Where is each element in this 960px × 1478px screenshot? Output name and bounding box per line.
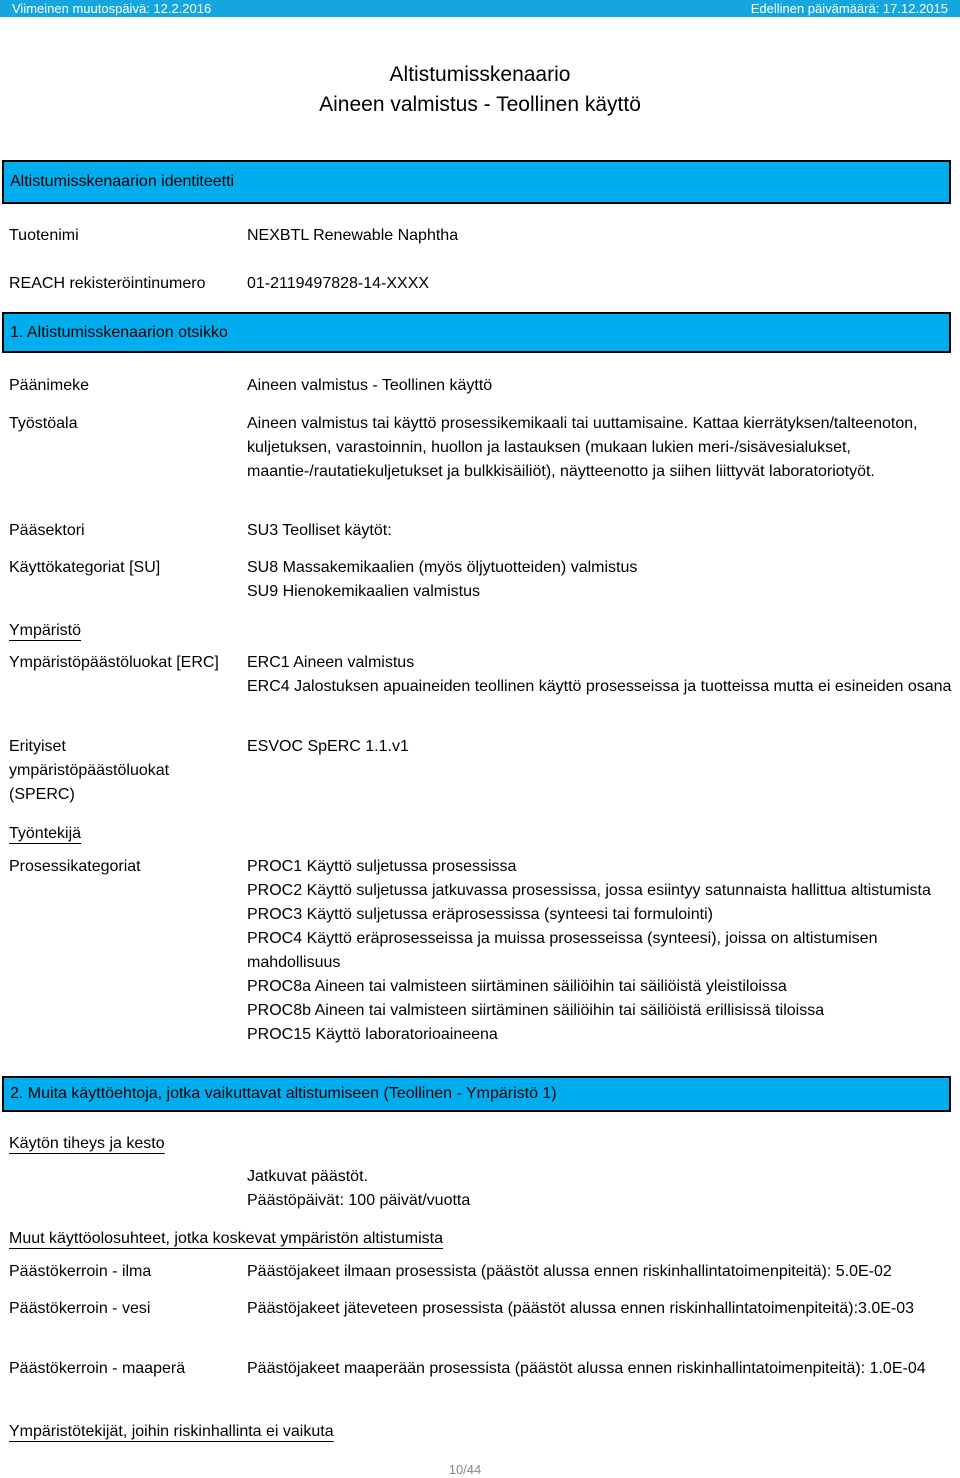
list-item: ERC4 Jalostuksen apuaineiden teollinen käyttö prosesseissa ja tuotteissa mutta ei esineiden osana	[247, 678, 952, 695]
sperc-label-line: ympäristöpäästöluokat	[9, 762, 170, 779]
sperc-label	[9, 735, 169, 807]
use-categories-list	[247, 556, 953, 604]
section1-heading: 1. Altistumisskenaarion otsikko	[10, 324, 228, 341]
use-categories-label: Käyttökategoriat [SU]	[9, 559, 161, 576]
main-title-label: Päänimeke	[9, 377, 90, 394]
section2-heading: 2. Muita käyttöehtoja, jotka vaikuttavat altistumiseen (Teollinen - Ympäristö 1)	[10, 1085, 557, 1102]
main-sector-value: SU3 Teolliset käytöt:	[247, 522, 392, 539]
list-item: PROC8a Aineen tai valmisteen siirtäminen säiliöihin tai säiliöistä yleistiloissa	[247, 978, 787, 995]
reach-number-label: REACH rekisteröintinumero	[9, 275, 206, 292]
erc-label: Ympäristöpäästöluokat [ERC]	[9, 654, 219, 671]
list-item: PROC2 Käyttö suljetussa jatkuvassa prosessissa, jossa esiintyy satunnaista hallittua altistumista	[247, 882, 931, 899]
section1-heading-bar	[2, 312, 951, 353]
list-item: Päästöpäivät: 100 päivät/vuotta	[247, 1192, 471, 1209]
release-factor-water-label: Päästökerroin - vesi	[9, 1300, 151, 1317]
release-factor-soil-label: Päästökerroin - maaperä	[9, 1360, 186, 1377]
list-item: PROC8b Aineen tai valmisteen siirtäminen säiliöihin tai säiliöistä erillisissä tiloissa	[247, 1002, 825, 1019]
work-area-label: Työstöala	[9, 415, 78, 432]
list-item: PROC1 Käyttö suljetussa prosessissa	[247, 858, 517, 875]
list-item: Jatkuvat päästöt.	[247, 1168, 368, 1185]
page-header-bar	[0, 0, 960, 17]
environment-heading: Ympäristö	[9, 622, 82, 639]
erc-list	[247, 651, 953, 699]
reach-number-value: 01-2119497828-14-XXXX	[247, 275, 430, 292]
main-title-value: Aineen valmistus - Teollinen käyttö	[247, 377, 493, 394]
list-item: SU9 Hienokemikaalien valmistus	[247, 583, 480, 600]
release-factor-water-value: Päästöjakeet jäteveteen prosessista (päästöt alussa ennen riskinhallintatoimenpiteitä):3.0E-03	[247, 1300, 915, 1317]
list-item: ERC1 Aineen valmistus	[247, 654, 415, 671]
section2-heading-bar	[2, 1076, 951, 1112]
identity-heading: Altistumisskenaarion identiteetti	[10, 173, 235, 190]
frequency-heading: Käytön tiheys ja kesto	[9, 1135, 165, 1152]
worker-heading: Työntekijä	[9, 825, 82, 842]
sperc-value: ESVOC SpERC 1.1.v1	[247, 738, 409, 755]
sperc-label-line: Erityiset	[9, 738, 66, 755]
product-name-value: NEXBTL Renewable Naphtha	[247, 227, 459, 244]
release-factor-air-label: Päästökerroin - ilma	[9, 1263, 152, 1280]
process-categories-list	[247, 855, 953, 1047]
list-item: SU8 Massakemikaalien (myös öljytuotteiden) valmistus	[247, 559, 638, 576]
unaffected-factors-heading: Ympäristötekijät, joihin riskinhallinta ei vaikuta	[9, 1423, 334, 1440]
list-item: PROC3 Käyttö suljetussa eräprosessissa (synteesi tai formulointi)	[247, 906, 713, 923]
page-number: 10/44	[448, 1462, 482, 1477]
title-line-1: Altistumisskenaario	[389, 63, 571, 86]
list-item: PROC4 Käyttö eräprosesseissa ja muissa prosesseissa (synteesi), joissa on altistumisen mahdollisuus	[247, 930, 878, 971]
last-modified-date: Viimeinen muutospäivä: 12.2.2016	[12, 1, 212, 16]
previous-date: Edellinen päivämäärä: 17.12.2015	[750, 1, 948, 16]
list-item: PROC15 Käyttö laboratorioaineena	[247, 1026, 498, 1043]
sperc-label-line: (SPERC)	[9, 786, 75, 803]
title-line-2: Aineen valmistus - Teollinen käyttö	[319, 93, 641, 116]
product-name-label: Tuotenimi	[9, 227, 79, 244]
frequency-list	[247, 1165, 953, 1213]
document-title	[0, 60, 960, 120]
work-area-value: Aineen valmistus tai käyttö prosessikemikaali tai uuttamisaine. Kattaa kierrätyksen/talteenoton, kuljetuksen, varastoinnin, huollon ja lastauksen (mukaan lukien meri-/sisävesialukset, maantie-/rautatiekuljetukset ja bulkkisäiliöt), näytteenotto ja siihen liittyvät laboratoriotyöt.	[247, 415, 918, 480]
identity-heading-bar	[2, 160, 951, 204]
release-factor-air-value: Päästöjakeet ilmaan prosessista (päästöt alussa ennen riskinhallintatoimenpiteitä): 5.0E-02	[247, 1263, 892, 1280]
other-conditions-heading: Muut käyttöolosuhteet, jotka koskevat ympäristön altistumista	[9, 1230, 443, 1247]
main-sector-label: Pääsektori	[9, 522, 85, 539]
release-factor-soil-value: Päästöjakeet maaperään prosessista (päästöt alussa ennen riskinhallintatoimenpiteitä): 1.0E-04	[247, 1360, 926, 1377]
process-categories-label: Prosessikategoriat	[9, 858, 141, 875]
